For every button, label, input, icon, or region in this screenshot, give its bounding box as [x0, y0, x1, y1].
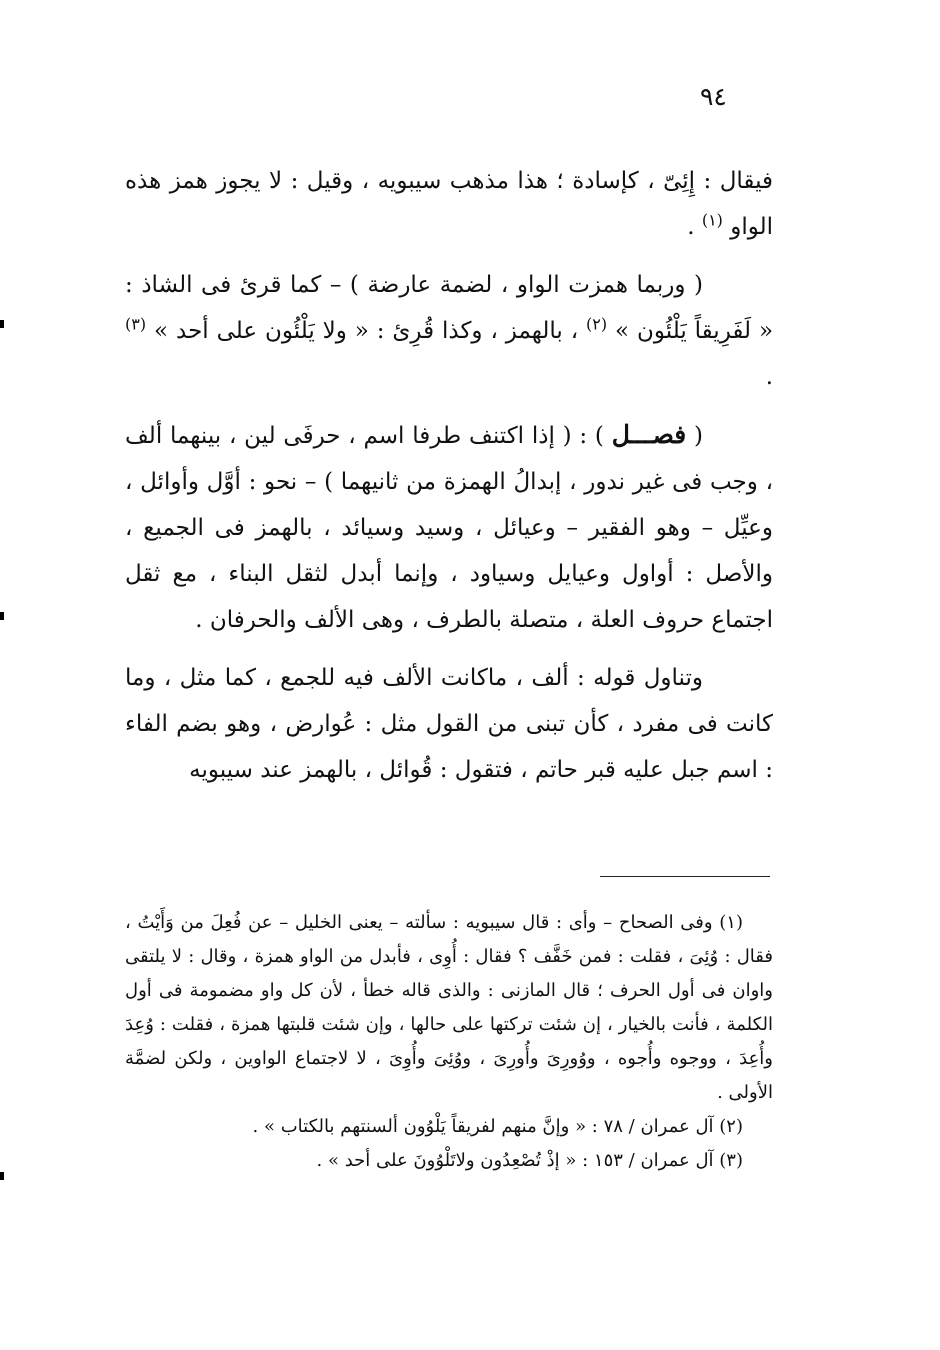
scan-edge-mark — [0, 320, 4, 328]
footnote-2: (٢) آل عمران / ٧٨ : « وإنَّ منهم لفريقاً يَلْوُون ألسنتهم بالكتاب » . — [252, 1116, 743, 1137]
main-text — [125, 158, 773, 793]
paragraph-2-text-a: ( وربما همزت الواو ، لضمة عارضة ) – كما قرئ فى الشاذ : « لَفَرِيقاً يَلْئُون » — [125, 272, 774, 344]
scan-edge-mark — [0, 1172, 4, 1180]
footnote-marker-1: (١) — [701, 210, 723, 230]
paragraph-3-open: ( — [686, 423, 703, 449]
section-heading-word: فصـــل — [611, 420, 687, 449]
scan-edge-mark — [0, 612, 4, 620]
paragraph-2-end: . — [765, 364, 773, 390]
paragraph-4-text: وتناول قوله : ألف ، ماكانت الألف فيه للجمع ، كما مثل ، وما كانت فى مفرد ، كأن تبنى من القول مثل : عُوارض ، وهو بضم الفاء : اسم جبل عليه قبر حاتم ، فتقول : قُوائل ، بالهمز عند سيبويه — [125, 665, 773, 783]
footnote-marker-3: (٣) — [125, 314, 147, 334]
footnote-divider — [600, 876, 770, 877]
paragraph-1-text: فيقال : إِئِىّ ، كإسادة ؛ هذا مذهب سيبويه ، وقيل : لا يجوز همز هذه الواو — [125, 168, 773, 240]
paragraph-4 — [125, 655, 773, 793]
paragraph-3 — [125, 412, 773, 643]
footnote-3: (٣) آل عمران / ١٥٣ : « إذْ تُصْعِدُون ولاتَلْوُونَ على أحد » . — [316, 1150, 743, 1171]
paragraph-2-text-b: ، بالهمز ، وكذا قُرِئ : « ولا يَلْئُون على أحد » — [154, 318, 587, 344]
paragraph-3-text: ) : ( إذا اكتنف طرفا اسم ، حرفَى لين ، بينهما ألف ، وجب فى غير ندور ، إبدالُ الهمزة من ثانيهما ) – نحو : أوَّل وأوائل ، وعيِّل – وهو الفقير – وعيائل ، وسيد وسيائد ، بالهمز فى الجميع ، والأصل : أواول وعيايل وسياود ، وإنما أبدل لثقل البناء ، مع ثقل اجتماع حروف العلة ، متصلة بالطرف ، وهى الألف والحرفان . — [125, 423, 773, 633]
paragraph-1 — [125, 158, 773, 250]
footnote-1: (١) وفى الصحاح – وأى : قال سيبويه : سألته – يعنى الخليل – عن فُعِلَ من وَأَيْتُ ، فقال : وُئِىَ ، فقلت : فمن خَفَّف ؟ فقال : أُوِى ، فأبدل من الواو همزة ، وقال : لا يلتقى واوان فى أول الحرف ؛ قال المازنى : والذى قاله خطأ ، لأن كل واو مضمومة فى أول الكلمة ، فأنت بالخيار ، إن شئت تركتها على حالها ، وإن شئت قلبتها همزة ، فقلت : وُعِدَ وأُعِدَ ، ووجوه وأُجوه ، ووُورِىَ وأُورِىَ ، ووُئِىَ وأُوِىَ ، لا لاجتماع الواوين ، ولكن لضمَّة الأولى . — [125, 912, 773, 1103]
paragraph-1-end: . — [687, 214, 702, 240]
paragraph-2 — [125, 262, 773, 400]
page-number: ٩٤ — [700, 82, 727, 111]
footnote-marker-2: (٢) — [586, 314, 608, 334]
footnotes — [125, 906, 773, 1178]
